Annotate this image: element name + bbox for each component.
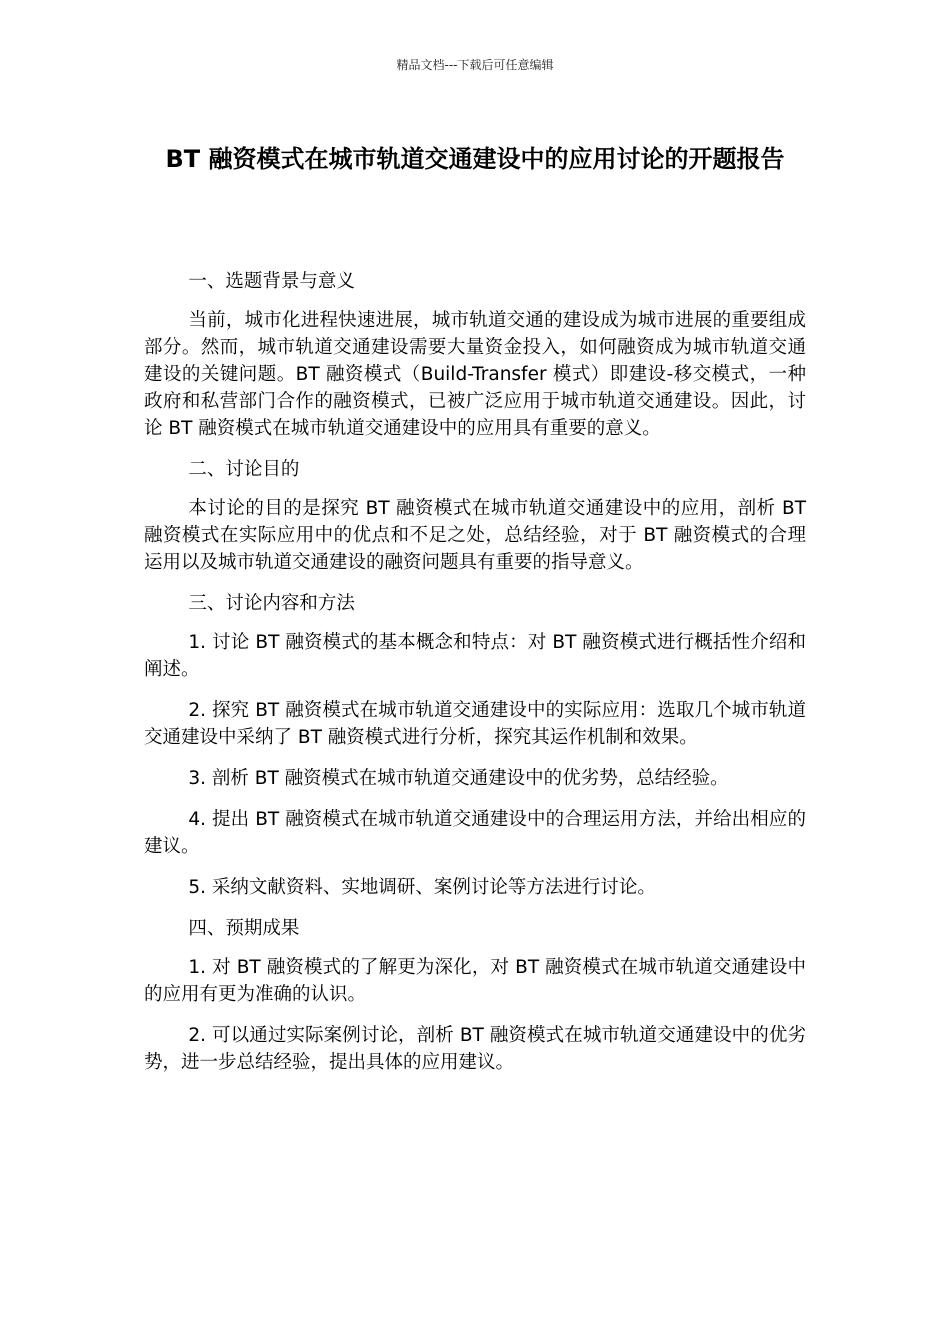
section-heading-purpose: 二、讨论目的 — [188, 459, 300, 480]
list-item: 4. 提出 BT 融资模式在城市轨道交通建设中的合理运用方法，并给出相应的建议。 — [144, 809, 806, 857]
list-item: 3. 剖析 BT 融资模式在城市轨道交通建设中的优劣势，总结经验。 — [188, 768, 729, 789]
list-item: 1. 讨论 BT 融资模式的基本概念和特点：对 BT 融资模式进行概括性介绍和阐述。 — [144, 632, 806, 680]
document-body — [144, 268, 806, 1090]
section-heading-background: 一、选题背景与意义 — [188, 271, 355, 292]
list-item: 1. 对 BT 融资模式的了解更为深化，对 BT 融资模式在城市轨道交通建设中的应用有更为准确的认识。 — [144, 957, 806, 1005]
section-heading-expected-results: 四、预期成果 — [188, 918, 300, 939]
paragraph-purpose: 本讨论的目的是探究 BT 融资模式在城市轨道交通建设中的应用，剖析 BT 融资模式在实际应用中的优点和不足之处，总结经验，对于 BT 融资模式的合理运用以及城市轨道交通建设的融资问题具有重要的指导意义。 — [144, 498, 806, 573]
list-item: 5. 采纳文献资料、实地调研、案例讨论等方法进行讨论。 — [188, 877, 656, 898]
paragraph-background: 当前，城市化进程快速进展，城市轨道交通的建设成为城市进展的重要组成部分。然而，城市轨道交通建设需要大量资金投入，如何融资成为城市轨道交通建设的关键问题。BT 融资模式（Build-Transfer 模式）即建设-移交模式，一种政府和私营部门合作的融资模式，已被广泛应用于城市轨道交通建设。因此，讨论 BT 融资模式在城市轨道交通建设中的应用具有重要的意义。 — [144, 310, 806, 439]
header-note: 精品文档---下载后可任意编辑 — [396, 58, 554, 72]
document-title: BT 融资模式在城市轨道交通建设中的应用讨论的开题报告 — [165, 145, 785, 173]
list-item: 2. 探究 BT 融资模式在城市轨道交通建设中的实际应用：选取几个城市轨道交通建设中采纳了 BT 融资模式进行分析，探究其运作机制和效果。 — [144, 700, 806, 748]
list-item: 2. 可以通过实际案例讨论，剖析 BT 融资模式在城市轨道交通建设中的优劣势，进一步总结经验，提出具体的应用建议。 — [144, 1025, 806, 1073]
section-heading-content-methods: 三、讨论内容和方法 — [188, 593, 355, 614]
